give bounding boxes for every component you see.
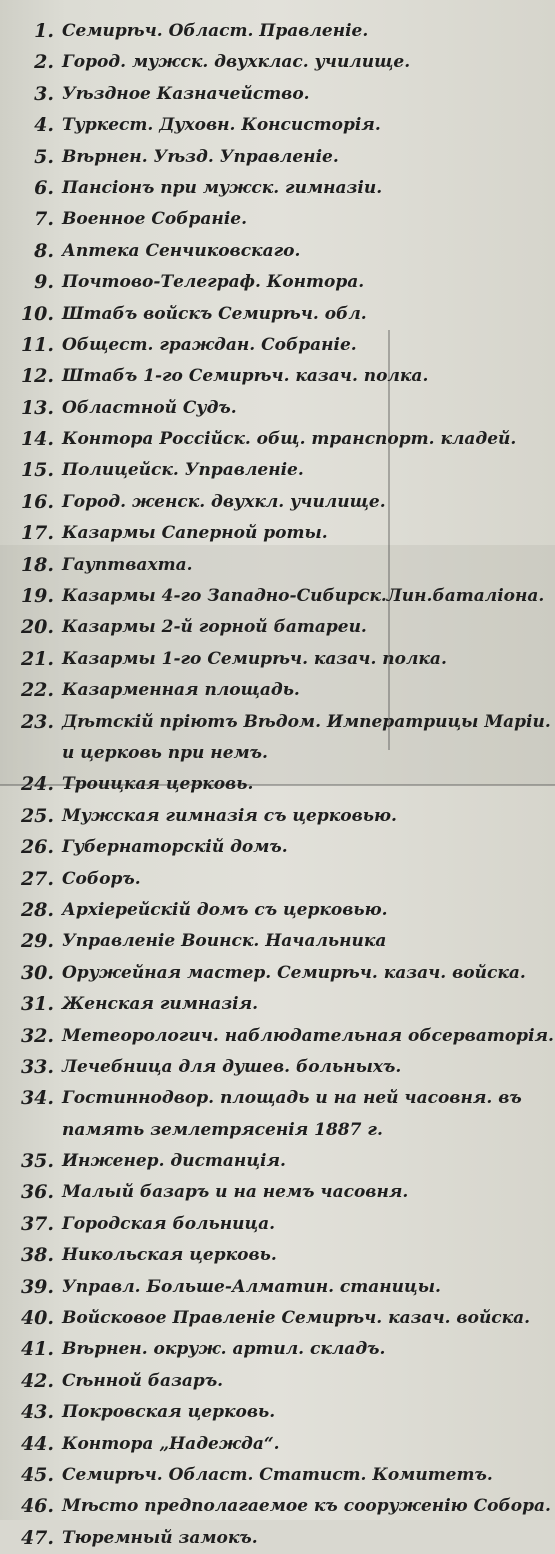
legend-item-line: Семирѣч. Област. Правленіе.: [62, 21, 369, 41]
legend-item-line: Казармы Саперной роты.: [62, 523, 328, 544]
legend-item: [0, 1146, 555, 1177]
legend-item: [0, 1303, 555, 1334]
legend-item-text: [62, 1052, 401, 1083]
legend-item-line: Управленіе Воинск. Начальника: [62, 931, 387, 952]
legend-item: [0, 581, 555, 612]
legend-item-line: Дѣтскій пріютъ Вѣдом. Императрицы Маріи.: [62, 711, 551, 732]
legend-item-line: Оружейная мастер. Семирѣч. казач. войска.: [62, 962, 526, 983]
legend-item-line: Мужская гимназія съ церковью.: [62, 805, 397, 826]
legend-item-line: Полицейск. Управленіе.: [62, 460, 304, 481]
legend-item-number: 42.: [20, 1369, 54, 1392]
map-legend-list: [0, 16, 555, 1554]
legend-item-text: [62, 801, 397, 832]
legend-item-line: Вѣрнен. Уѣзд. Управленіе.: [62, 146, 339, 167]
legend-item: [0, 173, 555, 204]
legend-item-number: 29.: [20, 930, 54, 953]
legend-item-text: [62, 299, 367, 330]
legend-item-number: 46.: [20, 1495, 54, 1518]
legend-item-line: Архіерейскій домъ съ церковью.: [62, 899, 388, 920]
legend-item: [0, 393, 555, 424]
legend-item: [0, 236, 555, 267]
legend-item-line: Соборъ.: [62, 868, 141, 889]
legend-item-number: 21.: [20, 647, 54, 670]
legend-item: [0, 895, 555, 926]
legend-item-line: Уѣздное Казначейство.: [62, 83, 310, 104]
legend-item-line: Аптека Сенчиковскаго.: [62, 240, 301, 261]
legend-item-text: [62, 1460, 493, 1491]
legend-item-line: Штабъ 1-го Семирѣч. казач. полка.: [62, 366, 429, 387]
legend-item-line: Мѣсто предполагаемое къ сооруженію Собора.: [62, 1496, 551, 1517]
legend-item: [0, 644, 555, 675]
legend-item: [0, 79, 555, 110]
legend-item: [0, 16, 555, 47]
legend-item: [0, 1397, 555, 1428]
legend-item-number: 18.: [20, 553, 54, 576]
legend-item-text: [62, 1523, 258, 1554]
legend-item-text: [62, 393, 237, 424]
legend-item-number: 43.: [20, 1401, 54, 1424]
legend-item-number: 41.: [20, 1338, 54, 1361]
legend-item-text: [62, 1021, 554, 1052]
legend-item-text: [62, 455, 304, 486]
legend-item-text: [62, 1177, 408, 1208]
legend-item-line: Контора „Надежда“.: [62, 1433, 280, 1454]
legend-item: [0, 550, 555, 581]
legend-item-text: [62, 16, 368, 47]
legend-item-number: 15.: [20, 459, 54, 482]
legend-item-number: 40.: [20, 1307, 54, 1330]
legend-item: [0, 1052, 555, 1083]
legend-item-text: [62, 47, 410, 78]
legend-item-line: Казармы 4-го Западно-Сибирск.Лин.баталіона.: [62, 586, 545, 607]
legend-item-line: Казармы 1-го Семирѣч. казач. полка.: [62, 648, 447, 669]
legend-item-text: [62, 832, 288, 863]
legend-item-number: 9.: [34, 271, 54, 294]
legend-item-text: [62, 1083, 522, 1146]
legend-item-number: 34.: [20, 1087, 54, 1110]
legend-item-number: 14.: [20, 428, 54, 451]
legend-item-number: 30.: [20, 961, 54, 984]
legend-item-number: 36.: [20, 1181, 54, 1204]
legend-item-number: 45.: [20, 1464, 54, 1486]
legend-item: [0, 110, 555, 141]
legend-item: [0, 612, 555, 643]
legend-item-text: [62, 1303, 530, 1334]
legend-item-number: 44.: [20, 1432, 54, 1455]
legend-item: [0, 299, 555, 330]
legend-item-text: [62, 1491, 551, 1522]
legend-item: [0, 769, 555, 800]
legend-item-number: 37.: [20, 1212, 54, 1235]
legend-item: [0, 864, 555, 895]
legend-item-number: 4.: [34, 114, 54, 137]
legend-item-number: 35.: [20, 1150, 54, 1173]
legend-item: [0, 1460, 555, 1491]
legend-item-text: [62, 769, 253, 800]
legend-item-number: 20.: [20, 616, 54, 639]
legend-item: [0, 1272, 555, 1303]
legend-item: [0, 1334, 555, 1365]
legend-item-line-continued: память землетрясенія 1887 г.: [62, 1119, 383, 1140]
legend-item-text: [62, 550, 193, 581]
legend-item-number: 27.: [20, 867, 54, 890]
legend-item-text: [62, 1429, 280, 1460]
legend-item-text: [62, 518, 328, 549]
legend-item-number: 11.: [20, 333, 54, 356]
legend-item-line: Туркест. Духовн. Консисторія.: [62, 115, 381, 136]
legend-item-line: Тюремный замокъ.: [62, 1527, 258, 1548]
legend-item-text: [62, 361, 428, 392]
legend-item: [0, 518, 555, 549]
legend-item-number: 24.: [20, 773, 54, 796]
legend-item-number: 3.: [34, 82, 54, 105]
legend-item-number: 32.: [20, 1024, 54, 1047]
legend-item-line: Пансіонъ при мужск. гимназіи.: [62, 177, 383, 198]
legend-item: [0, 1083, 555, 1146]
legend-item-text: [62, 330, 357, 361]
legend-item-text: [62, 926, 386, 957]
legend-item-line: Сѣнной базаръ.: [62, 1370, 224, 1391]
legend-item-text: [62, 1334, 385, 1365]
legend-item: [0, 801, 555, 832]
legend-item-number: 22.: [20, 679, 54, 702]
legend-item-number: 38.: [20, 1244, 54, 1267]
legend-item-number: 2.: [34, 51, 54, 74]
legend-item-line: Город. мужск. двухклас. училище.: [62, 52, 411, 73]
legend-item-number: 39.: [20, 1275, 54, 1298]
legend-item-number: 6.: [34, 176, 54, 199]
legend-item-number: 23.: [20, 710, 54, 733]
legend-item-text: [62, 424, 516, 455]
legend-item: [0, 267, 555, 298]
legend-item: [0, 1240, 555, 1271]
legend-item-text: [62, 110, 381, 141]
legend-item-line: Вѣрнен. окруж. артил. складъ.: [62, 1339, 386, 1360]
legend-item-line-continued: и церковь при немъ.: [62, 743, 268, 763]
legend-item-text: [62, 267, 364, 298]
legend-item-line: Контора Россійск. общ. транспорт. кладей.: [62, 429, 517, 450]
legend-item-text: [62, 612, 367, 643]
legend-item: [0, 1021, 555, 1052]
legend-item-line: Казармы 2-й горной батареи.: [62, 617, 367, 638]
legend-item-number: 5.: [34, 145, 54, 168]
legend-item-number: 7.: [34, 208, 54, 231]
legend-item: [0, 204, 555, 235]
legend-item-number: 26.: [20, 836, 54, 859]
legend-item: [0, 1429, 555, 1460]
legend-item: [0, 1177, 555, 1208]
legend-item-line: Войсковое Правленіе Семирѣч. казач. войска.: [62, 1308, 531, 1329]
legend-item-line: Женская гимназія.: [62, 994, 259, 1015]
legend-item-number: 31.: [20, 993, 54, 1016]
legend-item-number: 12.: [20, 365, 54, 388]
legend-item-line: Губернаторскій домъ.: [62, 837, 288, 858]
legend-item-text: [62, 1397, 275, 1428]
legend-item: [0, 1491, 555, 1522]
legend-item: [0, 1366, 555, 1397]
legend-item-text: [62, 895, 388, 926]
legend-item: [0, 1523, 555, 1554]
legend-item-number: 1.: [34, 20, 54, 42]
legend-item-line: Городская больница.: [62, 1213, 276, 1234]
legend-item-line: Областной Судъ.: [62, 397, 237, 418]
legend-item: [0, 424, 555, 455]
legend-item-line: Никольская церковь.: [62, 1245, 277, 1266]
legend-item-text: [62, 581, 544, 612]
legend-item-number: 19.: [20, 585, 54, 608]
legend-item-text: [62, 989, 258, 1020]
legend-item-text: [62, 1366, 223, 1397]
legend-item-text: [62, 236, 300, 267]
legend-item-text: [62, 173, 382, 204]
legend-item-line: Общест. граждан. Собраніе.: [62, 334, 357, 355]
legend-item-text: [62, 644, 447, 675]
legend-item: [0, 487, 555, 518]
legend-item-number: 25.: [20, 804, 54, 827]
legend-item-text: [62, 1272, 441, 1303]
legend-item: [0, 989, 555, 1020]
legend-item-number: 33.: [20, 1055, 54, 1078]
legend-item: [0, 142, 555, 173]
legend-item-line: Управл. Больше-Алматин. станицы.: [62, 1276, 441, 1297]
legend-item-line: Город. женск. двухкл. училище.: [62, 491, 386, 512]
legend-item: [0, 1209, 555, 1240]
legend-item-number: 10.: [20, 302, 54, 325]
legend-item-line: Метеорологич. наблюдательная обсерваторія.: [62, 1025, 554, 1046]
legend-item-text: [62, 1146, 286, 1177]
legend-item-number: 17.: [20, 522, 54, 545]
legend-item-line: Почтово-Телеграф. Контора.: [62, 272, 365, 293]
legend-item-line: Штабъ войскъ Семирѣч. обл.: [62, 303, 367, 324]
legend-item: [0, 675, 555, 706]
legend-item-text: [62, 707, 551, 770]
legend-item: [0, 958, 555, 989]
legend-item-line: Троицкая церковь.: [62, 774, 254, 795]
legend-item-text: [62, 1209, 275, 1240]
legend-item-line: Семирѣч. Област. Статист. Комитетъ.: [62, 1465, 493, 1485]
legend-item-text: [62, 958, 526, 989]
legend-item-number: 8.: [34, 239, 54, 262]
legend-item-text: [62, 142, 339, 173]
legend-item-line: Малый базаръ и на немъ часовня.: [62, 1182, 409, 1203]
legend-item-line: Инженер. дистанція.: [62, 1151, 286, 1172]
legend-item-line: Казарменная площадь.: [62, 680, 300, 701]
legend-item: [0, 926, 555, 957]
legend-item-text: [62, 79, 310, 110]
legend-item-number: 47.: [20, 1526, 54, 1549]
legend-item-text: [62, 1240, 277, 1271]
legend-item: [0, 832, 555, 863]
legend-item: [0, 455, 555, 486]
legend-item-text: [62, 675, 300, 706]
legend-item: [0, 330, 555, 361]
legend-item-line: Лечебница для душев. больныхъ.: [62, 1056, 402, 1077]
legend-item: [0, 707, 555, 770]
legend-item-line: Гауптвахта.: [62, 554, 193, 575]
legend-item-text: [62, 864, 141, 895]
legend-item-number: 28.: [20, 898, 54, 921]
legend-item-text: [62, 204, 247, 235]
legend-item-line: Гостиннодвор. площадь и на ней часовня. въ: [62, 1088, 522, 1109]
legend-item-number: 16.: [20, 490, 54, 513]
legend-item-line: Военное Собраніе.: [62, 209, 248, 230]
legend-item-line: Покровская церковь.: [62, 1402, 276, 1423]
legend-item-text: [62, 487, 386, 518]
legend-item: [0, 47, 555, 78]
legend-item: [0, 361, 555, 392]
legend-item-number: 13.: [20, 396, 54, 419]
